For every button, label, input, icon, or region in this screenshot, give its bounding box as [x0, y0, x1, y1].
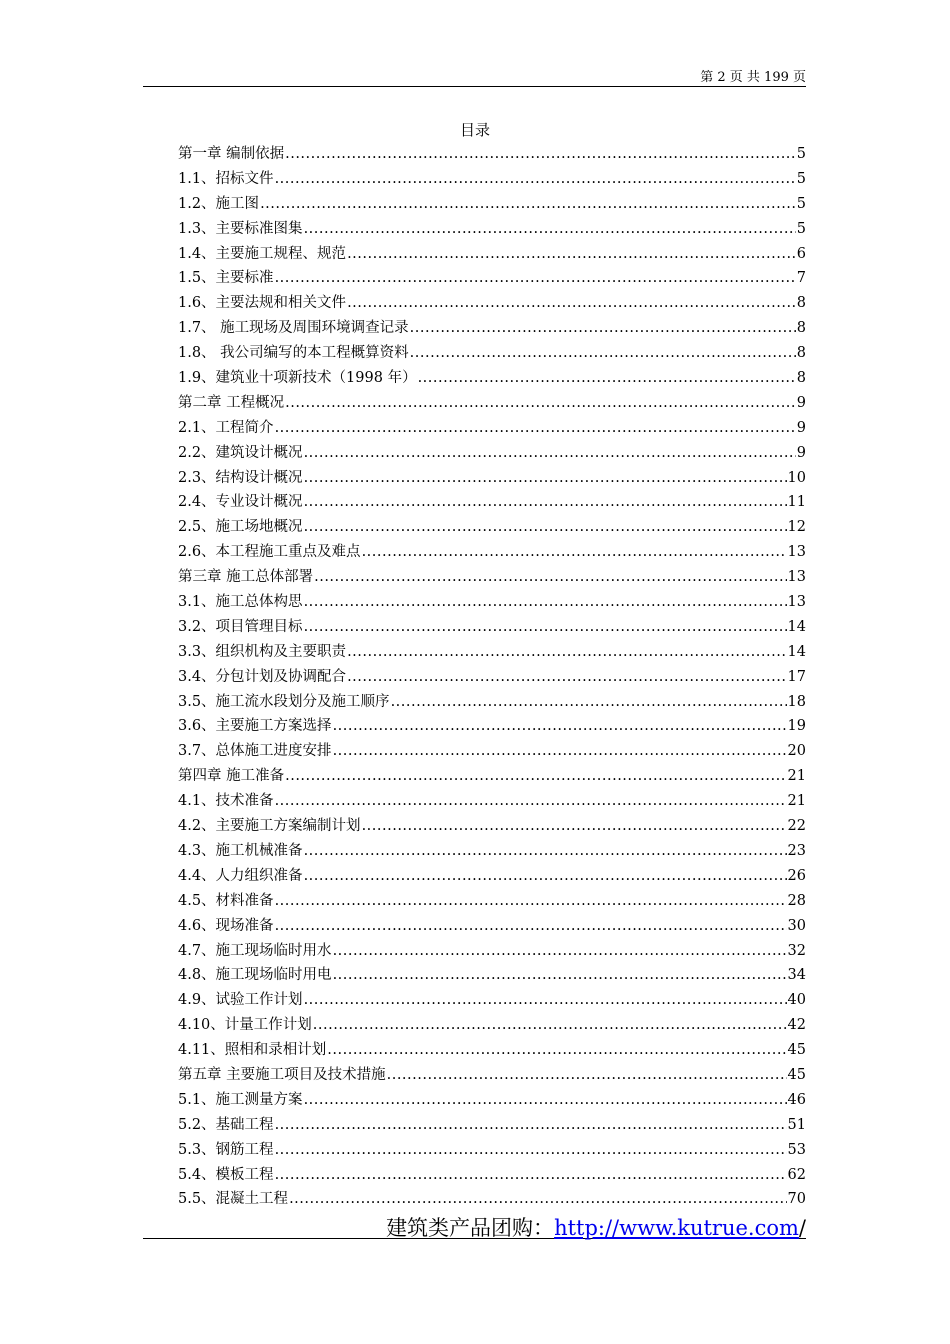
- toc-dot-leader: [304, 519, 787, 535]
- toc-entry-label: 2.5、施工场地概况: [178, 519, 303, 536]
- toc-entry-page: 21: [787, 793, 806, 810]
- toc-entry-page: 5: [796, 170, 806, 187]
- toc-entry-page: 9: [796, 394, 806, 411]
- toc-entry[interactable]: [178, 490, 806, 515]
- toc-entry-page: 28: [787, 892, 806, 909]
- toc-dot-leader: [275, 893, 787, 909]
- toc-entry-page: 7: [796, 270, 806, 287]
- toc-entry-label: 1.6、主要法规和相关文件: [178, 295, 347, 312]
- toc-entry-page: 70: [787, 1191, 806, 1208]
- toc-entry-page: 20: [787, 743, 806, 760]
- toc-entry-page: 5: [796, 195, 806, 212]
- toc-entry[interactable]: [178, 565, 806, 590]
- toc-entry-label: 第五章 主要施工项目及技术措施: [178, 1066, 386, 1083]
- toc-entry-label: 4.11、照相和录相计划: [178, 1042, 327, 1059]
- toc-dot-leader: [304, 594, 787, 610]
- toc-dot-leader: [304, 470, 787, 486]
- toc-entry[interactable]: [178, 1187, 806, 1212]
- toc-dot-leader: [275, 1142, 787, 1158]
- toc-entry-label: 3.7、总体施工进度安排: [178, 743, 332, 760]
- toc-dot-leader: [304, 992, 787, 1008]
- toc-entry-page: 19: [787, 718, 806, 735]
- toc-dot-leader: [275, 420, 796, 436]
- toc-entry[interactable]: [178, 192, 806, 217]
- toc-dot-leader: [347, 669, 786, 685]
- toc-dot-leader: [275, 270, 796, 286]
- toc-dot-leader: [275, 793, 787, 809]
- toc-entry-page: 34: [787, 967, 806, 984]
- toc-dot-leader: [391, 694, 787, 710]
- toc-entry[interactable]: [178, 690, 806, 715]
- toc-entry-page: 10: [787, 469, 806, 486]
- toc-entry[interactable]: [178, 142, 806, 167]
- toc-entry-page: 8: [796, 320, 806, 337]
- toc-dot-leader: [314, 569, 786, 585]
- toc-entry-page: 22: [787, 818, 806, 835]
- toc-dot-leader: [289, 1191, 786, 1207]
- toc-entry-page: 8: [796, 345, 806, 362]
- toc-entry-page: 13: [787, 569, 806, 586]
- toc-entry[interactable]: [178, 515, 806, 540]
- toc-entry[interactable]: [178, 988, 806, 1013]
- toc-dot-leader: [304, 494, 787, 510]
- toc-dot-leader: [304, 445, 796, 461]
- toc-entry[interactable]: [178, 789, 806, 814]
- toc-entry-label: 5.1、施工测量方案: [178, 1091, 303, 1108]
- page-info: 第 2 页 共 199 页: [700, 70, 806, 85]
- toc-dot-leader: [313, 1017, 787, 1033]
- toc-dot-leader: [347, 295, 796, 311]
- toc-entry[interactable]: [178, 291, 806, 316]
- toc-entry[interactable]: [178, 341, 806, 366]
- toc-entry-label: 4.10、计量工作计划: [178, 1017, 312, 1034]
- toc-dot-leader: [333, 967, 787, 983]
- toc-entry[interactable]: [178, 1088, 806, 1113]
- toc-entry-label: 1.8、 我公司编写的本工程概算资料: [178, 345, 409, 362]
- toc-entry-page: 6: [796, 245, 806, 262]
- toc-entry-page: 32: [787, 942, 806, 959]
- toc-entry[interactable]: [178, 590, 806, 615]
- toc-entry[interactable]: [178, 416, 806, 441]
- toc-entry-page: 17: [787, 668, 806, 685]
- toc-entry-label: 1.2、施工图: [178, 195, 260, 212]
- toc-entry-label: 1.3、主要标准图集: [178, 220, 303, 237]
- toc-dot-leader: [275, 1167, 787, 1183]
- toc-dot-leader: [304, 221, 796, 237]
- toc-dot-leader: [304, 868, 787, 884]
- toc-entry-label: 3.4、分包计划及协调配合: [178, 668, 347, 685]
- toc-dot-leader: [275, 171, 796, 187]
- toc-entry[interactable]: [178, 640, 806, 665]
- toc-entry-label: 4.9、试验工作计划: [178, 992, 303, 1009]
- toc-entry-page: 42: [787, 1017, 806, 1034]
- toc-entry-label: 第四章 施工准备: [178, 768, 285, 785]
- page-header: [143, 62, 806, 87]
- toc-entry-label: 4.5、材料准备: [178, 892, 274, 909]
- toc-dot-leader: [410, 320, 796, 336]
- toc-entry-label: 4.3、施工机械准备: [178, 842, 303, 859]
- toc-entry[interactable]: [178, 914, 806, 939]
- toc-dot-leader: [333, 743, 787, 759]
- toc-entry-page: 9: [796, 444, 806, 461]
- toc-entry-page: 30: [787, 917, 806, 934]
- toc-entry-page: 14: [787, 643, 806, 660]
- toc-entry-label: 4.4、人力组织准备: [178, 867, 303, 884]
- toc-entry[interactable]: [178, 1038, 806, 1063]
- toc-entry-label: 5.4、模板工程: [178, 1166, 274, 1183]
- toc-entry[interactable]: [178, 466, 806, 491]
- toc-entry-label: 第一章 编制依据: [178, 146, 285, 162]
- footer-link[interactable]: http://www.kutrue.com: [554, 1216, 799, 1240]
- toc-dot-leader: [304, 1092, 787, 1108]
- toc-entry-label: 2.6、本工程施工重点及难点: [178, 544, 361, 561]
- toc-entry-page: 9: [796, 419, 806, 436]
- toc-entry-label: 3.3、组织机构及主要职责: [178, 643, 347, 660]
- toc-dot-leader: [362, 544, 787, 560]
- toc-entry-label: 4.6、现场准备: [178, 917, 274, 934]
- toc-entry[interactable]: [178, 266, 806, 291]
- toc-entry-label: 2.4、专业设计概况: [178, 494, 303, 511]
- toc-dot-leader: [285, 146, 796, 162]
- toc-entry-label: 1.7、 施工现场及周围环境调查记录: [178, 320, 409, 337]
- toc-dot-leader: [347, 246, 796, 262]
- toc-entry-page: 13: [787, 594, 806, 611]
- toc-dot-leader: [260, 196, 796, 212]
- toc-entry-page: 40: [787, 992, 806, 1009]
- toc-entry[interactable]: [178, 316, 806, 341]
- toc-entry-label: 3.1、施工总体构思: [178, 594, 303, 611]
- toc-entry[interactable]: [178, 714, 806, 739]
- toc-entry-label: 2.1、工程简介: [178, 419, 274, 436]
- toc-dot-leader: [304, 619, 787, 635]
- footer-text: 建筑类产品团购：: [386, 1216, 555, 1240]
- toc-entry-page: 5: [796, 146, 806, 162]
- toc-title: 目录: [459, 121, 490, 139]
- toc-entry[interactable]: [178, 1113, 806, 1138]
- toc-entry-page: 5: [796, 220, 806, 237]
- toc-entry-page: 46: [787, 1091, 806, 1108]
- toc-entry-label: 1.5、主要标准: [178, 270, 274, 287]
- toc-entry[interactable]: [178, 864, 806, 889]
- toc-entry-label: 5.3、钢筋工程: [178, 1141, 274, 1158]
- toc-dot-leader: [362, 818, 787, 834]
- toc-entry-label: 5.2、基础工程: [178, 1116, 274, 1133]
- toc-entry[interactable]: [178, 814, 806, 839]
- toc-entry-page: 8: [796, 295, 806, 312]
- toc-entry-page: 26: [787, 867, 806, 884]
- toc-entry-label: 4.7、施工现场临时用水: [178, 942, 332, 959]
- toc-entry-label: 2.3、结构设计概况: [178, 469, 303, 486]
- toc-entry[interactable]: [178, 615, 806, 640]
- toc-entry-page: 12: [787, 519, 806, 536]
- toc-dot-leader: [410, 345, 796, 361]
- toc-dot-leader: [285, 768, 786, 784]
- toc-entry-label: 4.2、主要施工方案编制计划: [178, 818, 361, 835]
- toc-entry[interactable]: [178, 242, 806, 267]
- table-of-contents: [178, 142, 806, 1212]
- toc-entry-page: 23: [787, 842, 806, 859]
- toc-entry-page: 11: [787, 494, 806, 511]
- toc-entry[interactable]: [178, 963, 806, 988]
- toc-dot-leader: [333, 943, 787, 959]
- toc-entry[interactable]: [178, 739, 806, 764]
- toc-entry[interactable]: [178, 1063, 806, 1088]
- toc-entry-page: 53: [787, 1141, 806, 1158]
- toc-entry-label: 1.4、主要施工规程、规范: [178, 245, 347, 262]
- toc-entry[interactable]: [178, 665, 806, 690]
- toc-entry[interactable]: [178, 1163, 806, 1188]
- toc-dot-leader: [275, 918, 787, 934]
- toc-dot-leader: [285, 395, 796, 411]
- toc-entry[interactable]: [178, 217, 806, 242]
- toc-entry[interactable]: [178, 441, 806, 466]
- toc-entry-label: 3.2、项目管理目标: [178, 618, 303, 635]
- toc-entry-page: 18: [787, 693, 806, 710]
- toc-entry-label: 2.2、建筑设计概况: [178, 444, 303, 461]
- toc-entry-page: 21: [787, 768, 806, 785]
- toc-entry-label: 5.5、混凝土工程: [178, 1191, 289, 1208]
- toc-entry-label: 4.1、技术准备: [178, 793, 274, 810]
- toc-entry[interactable]: [178, 764, 806, 789]
- toc-dot-leader: [347, 644, 786, 660]
- toc-entry-label: 1.9、建筑业十项新技术（1998 年）: [178, 370, 417, 387]
- toc-entry-page: 13: [787, 544, 806, 561]
- toc-entry[interactable]: [178, 366, 806, 391]
- toc-entry[interactable]: [178, 839, 806, 864]
- toc-entry[interactable]: [178, 1138, 806, 1163]
- footer-link-suffix: /: [798, 1216, 806, 1240]
- toc-entry-page: 8: [796, 370, 806, 387]
- toc-entry-page: 51: [787, 1116, 806, 1133]
- toc-entry[interactable]: [178, 540, 806, 565]
- toc-entry[interactable]: [178, 1013, 806, 1038]
- toc-dot-leader: [275, 1117, 787, 1133]
- toc-entry[interactable]: [178, 167, 806, 192]
- toc-dot-leader: [387, 1067, 787, 1083]
- toc-entry-label: 1.1、招标文件: [178, 170, 274, 187]
- toc-entry-label: 第三章 施工总体部署: [178, 569, 314, 586]
- toc-entry-page: 45: [787, 1042, 806, 1059]
- toc-entry[interactable]: [178, 391, 806, 416]
- toc-entry-page: 14: [787, 618, 806, 635]
- toc-dot-leader: [418, 370, 796, 386]
- toc-entry-label: 第二章 工程概况: [178, 394, 285, 411]
- toc-dot-leader: [327, 1042, 786, 1058]
- toc-entry-label: 3.6、主要施工方案选择: [178, 718, 332, 735]
- toc-entry[interactable]: [178, 939, 806, 964]
- toc-dot-leader: [333, 718, 787, 734]
- toc-entry-label: 3.5、施工流水段划分及施工顺序: [178, 693, 390, 710]
- toc-entry-page: 62: [787, 1166, 806, 1183]
- toc-entry-page: 45: [787, 1066, 806, 1083]
- toc-entry-label: 4.8、施工现场临时用电: [178, 967, 332, 984]
- page-footer: [143, 1212, 806, 1239]
- toc-entry[interactable]: [178, 889, 806, 914]
- toc-dot-leader: [304, 843, 787, 859]
